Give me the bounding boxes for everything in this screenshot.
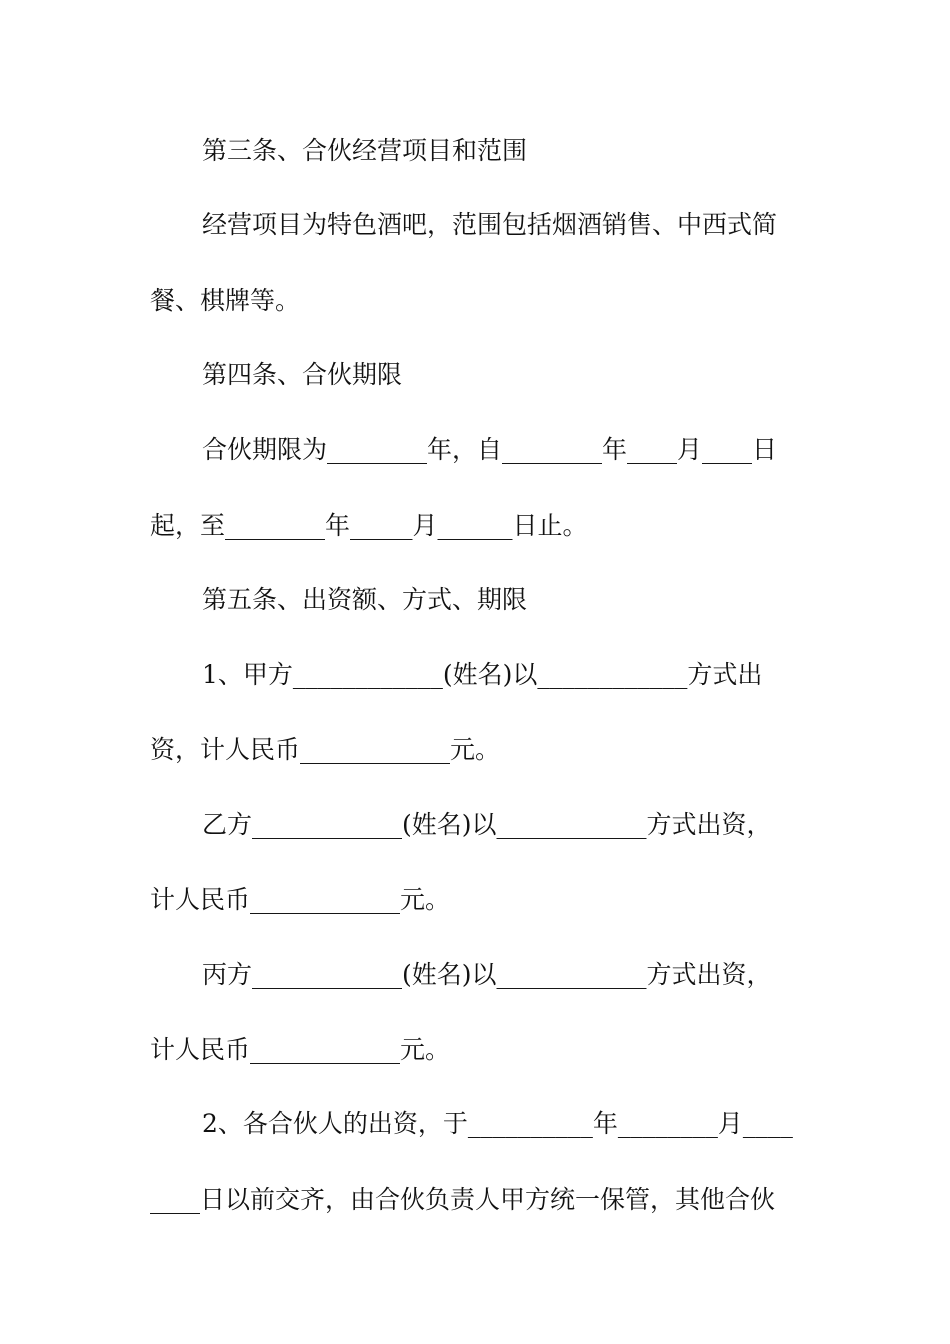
- article-3-body-line-1: 经营项目为特色酒吧，范围包括烟酒销售、中西式简: [202, 210, 778, 239]
- contribution-deadline-line-2: ____日以前交齐，由合伙负责人甲方统一保管，其他合伙: [150, 1185, 776, 1214]
- party-c-line-2: 计人民币____________元。: [150, 1035, 451, 1064]
- article-4-body-line-2: 起，至________年_____月______日止。: [150, 511, 588, 540]
- party-a-line-1: 1、甲方____________(姓名)以____________方式出: [202, 660, 763, 689]
- party-a-line-2: 资，计人民币____________元。: [150, 735, 501, 764]
- article-4-heading: 第四条、合伙期限: [202, 360, 403, 389]
- article-5-heading: 第五条、出资额、方式、期限: [202, 585, 528, 614]
- contribution-deadline-line-1: 2、各合伙人的出资，于__________年________月____: [202, 1109, 793, 1138]
- article-3-heading: 第三条、合伙经营项目和范围: [202, 136, 528, 165]
- article-4-body-line-1: 合伙期限为________年，自________年____月____日: [202, 435, 778, 464]
- party-b-line-1: 乙方____________(姓名)以____________方式出资，: [202, 810, 772, 839]
- article-3-body-line-2: 餐、棋牌等。: [150, 286, 301, 315]
- party-c-line-1: 丙方____________(姓名)以____________方式出资，: [202, 960, 772, 989]
- party-b-line-2: 计人民币____________元。: [150, 885, 451, 914]
